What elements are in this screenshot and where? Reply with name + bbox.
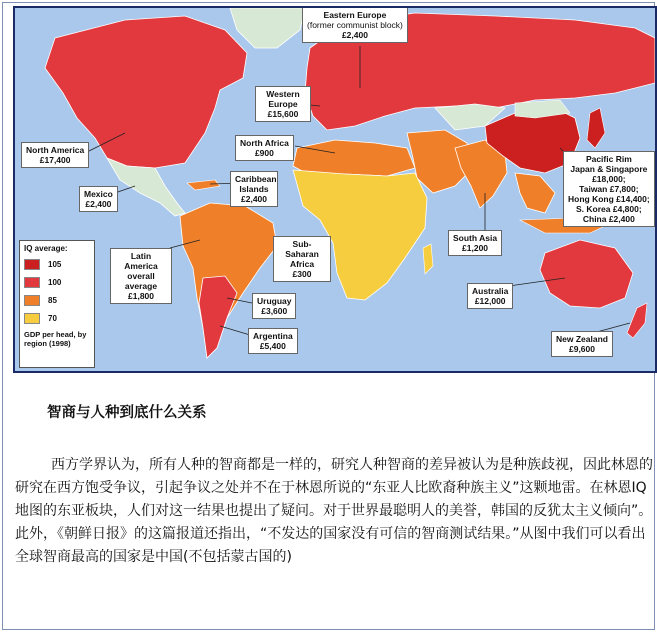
callout-caribbean: Caribbean Islands £2,400 bbox=[230, 171, 278, 207]
legend-label: 105 bbox=[48, 259, 62, 269]
legend-item bbox=[20, 309, 94, 327]
callout-mexico: Mexico £2,400 bbox=[79, 186, 118, 212]
callout-uruguay: Uruguay £3,600 bbox=[252, 293, 296, 319]
legend-swatch bbox=[24, 313, 40, 324]
world-iq-map bbox=[13, 6, 657, 373]
legend-footnote: GDP per head, by region (1998) bbox=[24, 330, 87, 348]
callout-north-africa: North Africa £900 bbox=[235, 135, 294, 161]
callout-western-europe: Western Europe £15,600 bbox=[255, 86, 311, 122]
callout-argentina: Argentina £5,400 bbox=[248, 328, 298, 354]
callout-latin-america: Latin America overall average £1,800 bbox=[110, 248, 172, 304]
callout-south-asia: South Asia £1,200 bbox=[448, 230, 502, 256]
callout-eastern-europe: Eastern Europe (former communist block) £2,400 bbox=[302, 7, 408, 43]
callout-australia: Australia £12,000 bbox=[467, 283, 513, 309]
legend-item bbox=[20, 255, 94, 273]
legend-swatch bbox=[24, 259, 40, 270]
legend-label: 85 bbox=[48, 295, 57, 305]
page-frame bbox=[2, 2, 655, 630]
callout-new-zealand: New Zealand £9,600 bbox=[551, 331, 613, 357]
legend-label: 100 bbox=[48, 277, 62, 287]
legend-swatch bbox=[24, 277, 40, 288]
legend-label: 70 bbox=[48, 313, 57, 323]
legend-item bbox=[20, 291, 94, 309]
article-heading: 智商与人种到底什么关系 bbox=[47, 405, 207, 421]
map-legend bbox=[19, 240, 95, 368]
callout-north-america: North America £17,400 bbox=[21, 142, 89, 168]
legend-title: IQ average: bbox=[24, 244, 68, 253]
article-body: 西方学界认为，所有人种的智商都是一样的，研究人种智商的差异被认为是种族歧视，因此林恩的研究在西方饱受争议，引起争议之处并不在于林恩所说的“东亚人比欧裔种族主义”这颗地雷。在林恩IQ地图的东亚板块，人们对这一结果也提出了疑问。对于世界最聪明人的美誉，韩国的反犹太主义倾向”。此外，《朝鲜日报》的这篇报道还指出，“不发达的国家没有可信的智商测试结果。”从图中我们可以看出 全球智商最高的国家是中国(不包括蒙古国的) bbox=[15, 457, 653, 565]
callout-sub-saharan: Sub-Saharan Africa £300 bbox=[273, 236, 331, 282]
legend-item bbox=[20, 273, 94, 291]
callout-pacific-rim: Pacific Rim Japan & Singapore £18,000; Taiwan £7,800; Hong Kong £14,400; S. Korea £4,800; China £2,400 bbox=[563, 151, 655, 227]
legend-swatch bbox=[24, 295, 40, 306]
